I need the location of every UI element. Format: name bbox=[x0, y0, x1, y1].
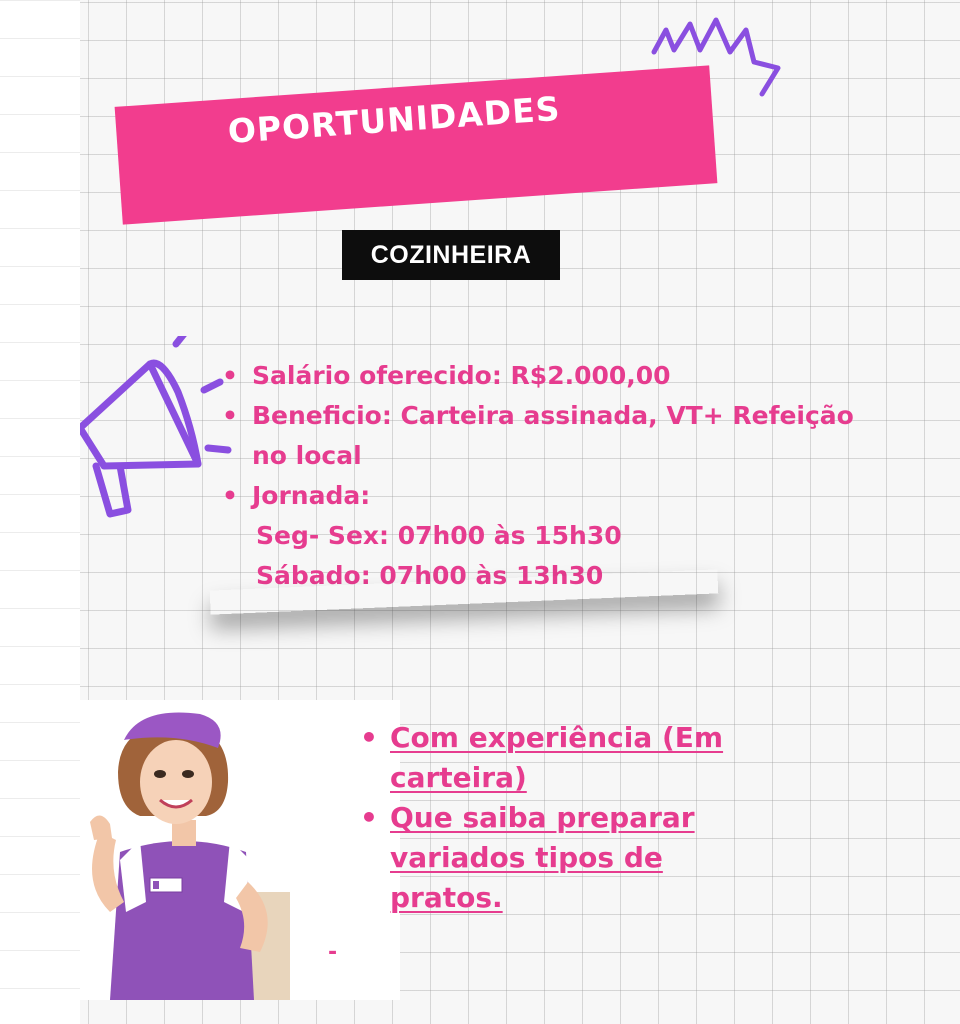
job-role-tag: COZINHEIRA bbox=[342, 230, 560, 280]
list-item bbox=[222, 356, 902, 396]
requirement-cooking: Que saiba preparar bbox=[390, 801, 695, 834]
schedule-label: Jornada: bbox=[252, 481, 371, 510]
list-item bbox=[360, 718, 780, 798]
bullet: • bbox=[360, 801, 378, 834]
chef-illustration bbox=[80, 712, 290, 1000]
bullet: • bbox=[222, 401, 238, 430]
list-item bbox=[360, 798, 780, 918]
requirement-experience-cont: carteira) bbox=[390, 761, 527, 794]
salary-text: Salário oferecido: R$2.000,00 bbox=[252, 361, 671, 390]
dash-mark: - bbox=[328, 940, 338, 965]
benefits-text: Beneficio: Carteira assinada, VT+ Refeição bbox=[252, 401, 854, 430]
list-item bbox=[222, 396, 902, 476]
bullet: • bbox=[222, 361, 238, 390]
schedule-saturday: Sábado: 07h00 às 13h30 bbox=[256, 561, 604, 590]
requirement-experience: Com experiência (Em bbox=[390, 721, 724, 754]
requirement-cooking-end: pratos. bbox=[390, 881, 503, 914]
page-title: OPORTUNIDADES bbox=[226, 88, 562, 151]
bullet: • bbox=[360, 721, 378, 754]
schedule-weekdays: Seg- Sex: 07h00 às 15h30 bbox=[256, 521, 622, 550]
requirement-cooking-cont: variados tipos de bbox=[390, 841, 663, 874]
bullet: • bbox=[222, 481, 238, 510]
job-details bbox=[222, 356, 902, 596]
benefits-text-cont: no local bbox=[252, 441, 362, 470]
left-margin bbox=[0, 0, 80, 1024]
list-item bbox=[222, 476, 902, 516]
requirements bbox=[360, 718, 780, 918]
